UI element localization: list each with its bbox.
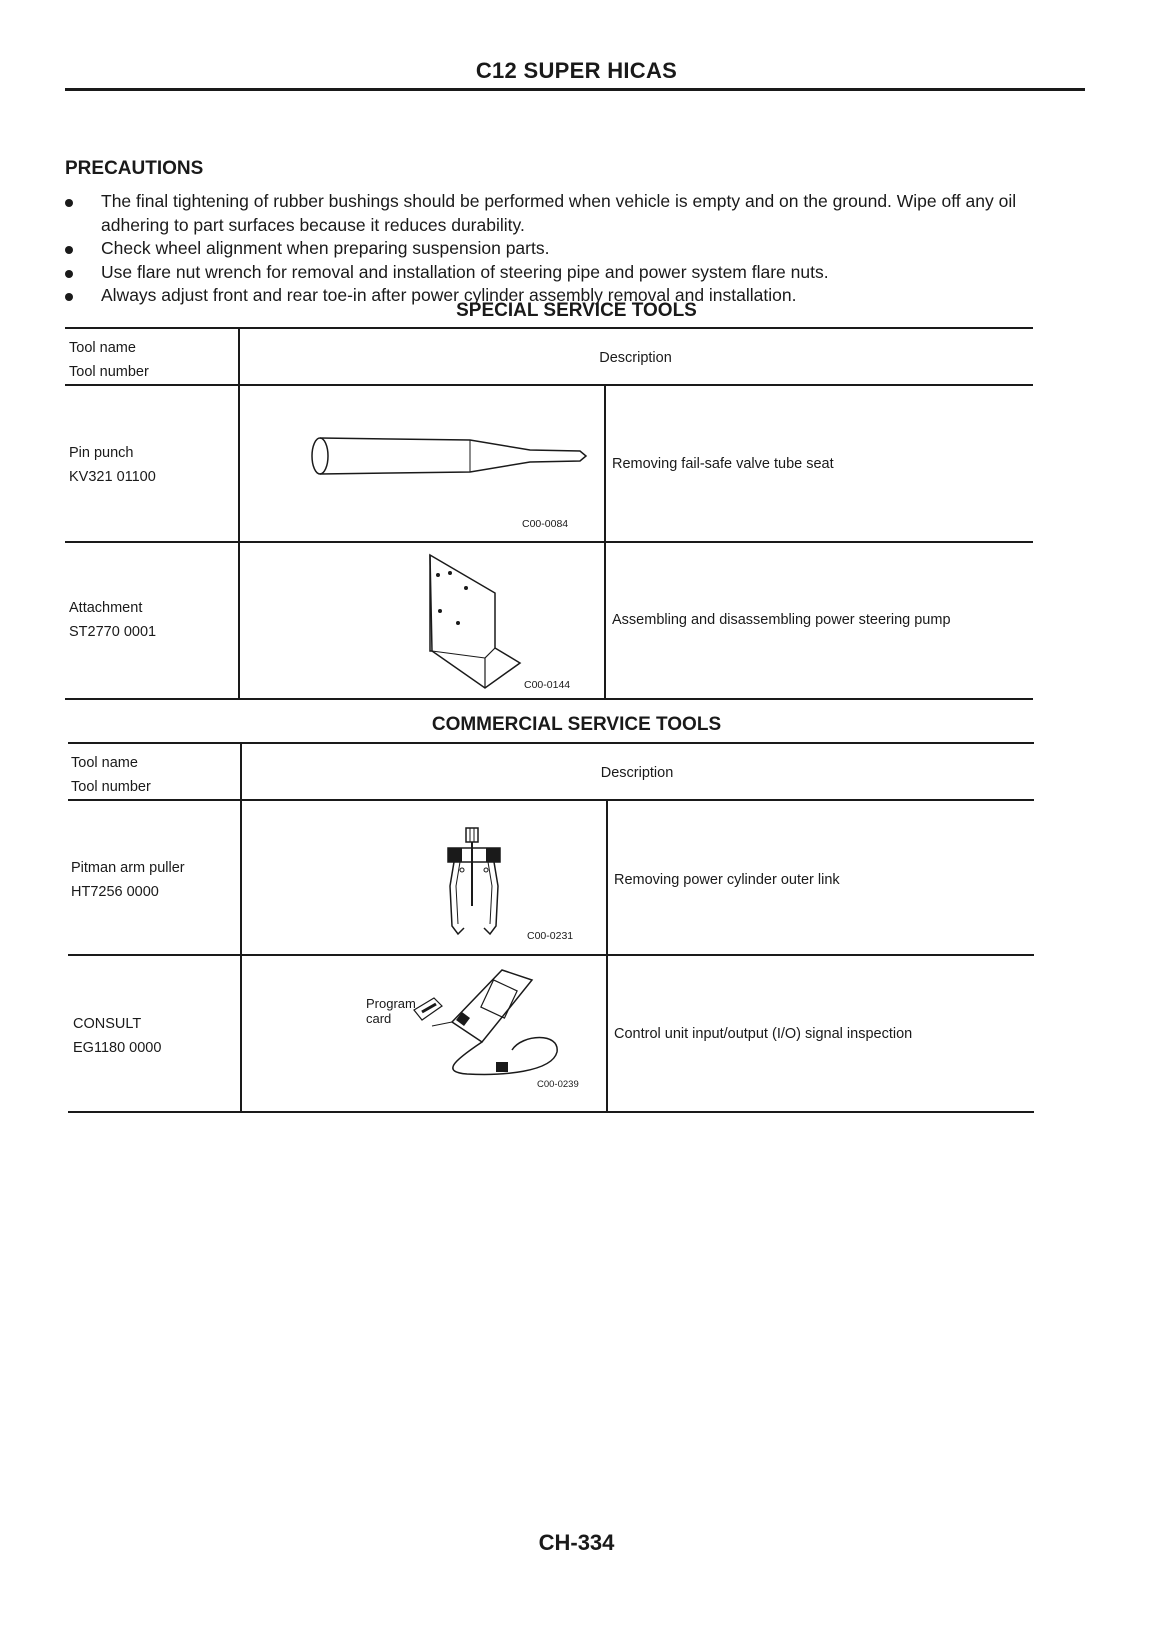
attachment-illustration — [420, 553, 530, 693]
title-rule — [65, 88, 1085, 91]
col-header-name: Tool name Tool number — [71, 755, 151, 795]
bullet-icon — [65, 246, 73, 254]
table-rule — [65, 698, 1033, 700]
col-header-description: Description — [599, 350, 672, 366]
table-row — [69, 441, 156, 489]
tool-description: Removing fail-safe valve tube seat — [612, 456, 834, 472]
tool-name: Pitman arm puller — [71, 860, 185, 876]
commercial-tools-heading: COMMERCIAL SERVICE TOOLS — [431, 714, 722, 735]
tool-description: Removing power cylinder outer link — [614, 872, 840, 888]
tool-name: Pin punch — [69, 445, 134, 461]
figure-label: Program card — [366, 996, 416, 1026]
table-rule — [65, 384, 1033, 386]
table-row — [71, 856, 185, 904]
bullet-icon — [65, 270, 73, 278]
table-rule — [68, 954, 1034, 956]
figure-code: C00-0084 — [522, 518, 569, 530]
table-rule — [65, 327, 1033, 329]
list-item: Use flare nut wrench for removal and installation of steering pipe and power system flare nuts. — [65, 261, 1085, 285]
table-rule — [68, 1111, 1034, 1113]
tool-number: HT7256 0000 — [71, 884, 159, 900]
tool-name: Attachment — [69, 600, 143, 616]
tool-description: Assembling and disassembling power steering pump — [612, 612, 951, 628]
table-divider — [238, 328, 240, 699]
figure-code: C00-0231 — [527, 930, 574, 942]
table-row — [69, 596, 156, 644]
pin-punch-illustration — [300, 430, 600, 480]
special-tools-heading: SPECIAL SERVICE TOOLS — [456, 300, 697, 321]
precautions-list — [65, 190, 1085, 308]
consult-illustration — [412, 962, 572, 1084]
puller-illustration — [440, 826, 510, 944]
table-rule — [65, 541, 1033, 543]
tool-number: ST2770 0001 — [69, 624, 157, 640]
table-rule — [68, 799, 1034, 801]
bullet-icon — [65, 199, 73, 207]
figure-code: C00-0144 — [524, 679, 571, 691]
list-item: Check wheel alignment when preparing suspension parts. — [65, 237, 1085, 261]
tool-number: KV321 01100 — [69, 469, 156, 485]
page-number: CH-334 — [538, 1530, 615, 1555]
precautions-heading: PRECAUTIONS — [65, 158, 204, 179]
table-divider — [606, 800, 608, 1112]
col-header-description: Description — [600, 765, 674, 781]
table-divider — [240, 743, 242, 1112]
tool-name: CONSULT — [73, 1016, 142, 1032]
tool-number: EG1180 0000 — [73, 1040, 162, 1056]
figure-code: C00-0239 — [537, 1079, 579, 1090]
col-header-name: Tool name Tool number — [69, 340, 149, 380]
list-item: The final tightening of rubber bushings should be performed when vehicle is empty and on the ground. Wipe off any oil adhering to part surfaces because it reduces durability. — [65, 190, 1085, 237]
table-rule — [68, 742, 1034, 744]
table-divider — [604, 385, 606, 699]
list-item: Always adjust front and rear toe-in after power cylinder assembly removal and installation. — [65, 284, 1085, 308]
tool-description: Control unit input/output (I/O) signal inspection — [614, 1026, 913, 1042]
table-row — [73, 1012, 161, 1060]
page-title: C12 SUPER HICAS — [475, 58, 678, 83]
